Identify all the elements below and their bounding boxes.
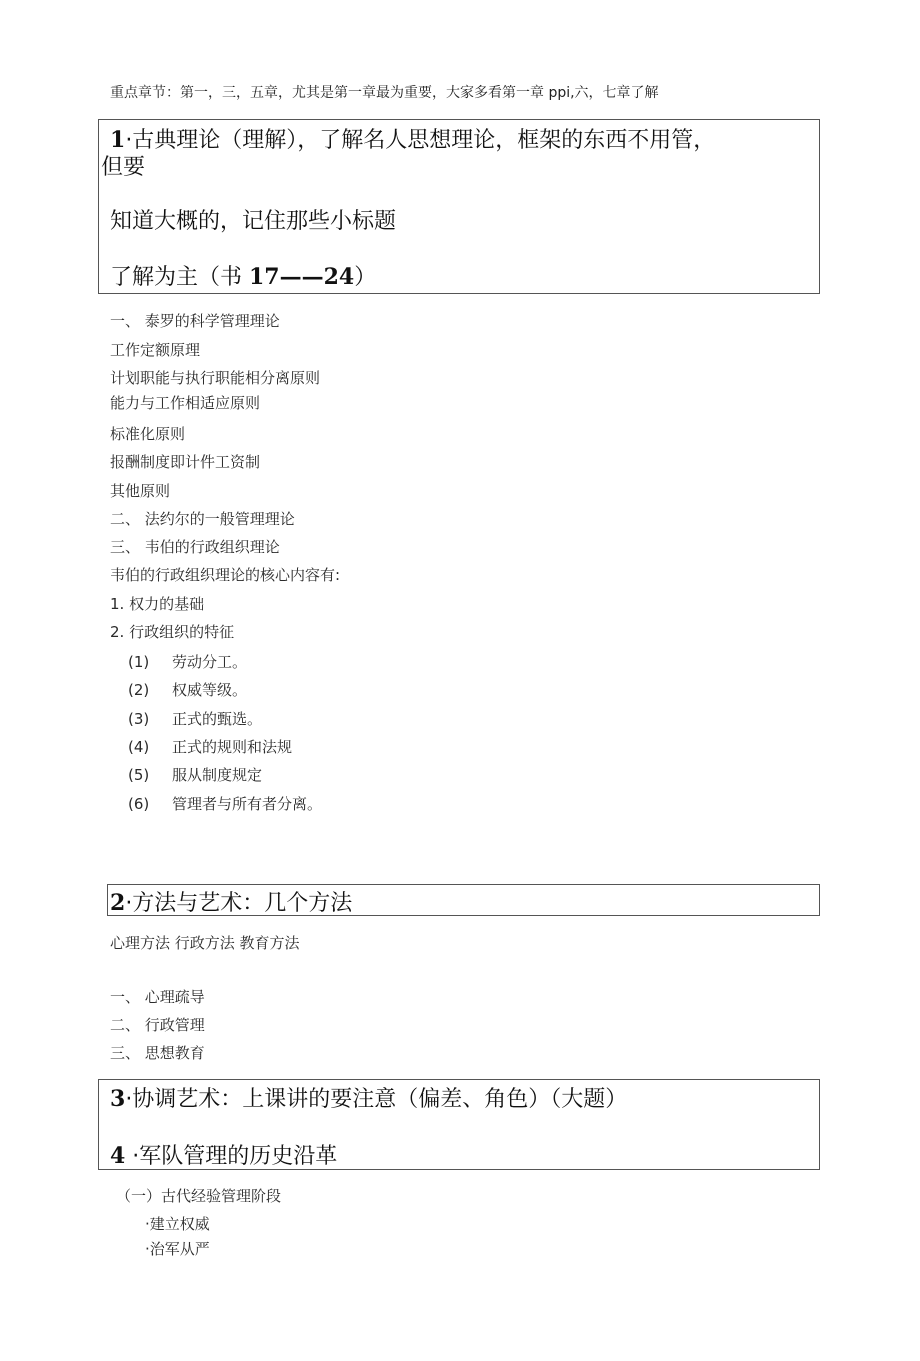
list-item: 计划职能与执行职能相分离原则 bbox=[110, 369, 321, 387]
list-item: 二、 法约尔的一般管理理论 bbox=[110, 510, 295, 528]
header-note: 重点章节：第一，三，五章，尤其是第一章最为重要，大家多看第一章 ppi,六，七章了解 bbox=[110, 85, 659, 101]
list-item: 报酬制度即计件工资制 bbox=[110, 453, 261, 471]
feature-number: (4) bbox=[128, 738, 150, 756]
section1-line2: 但要 bbox=[101, 155, 146, 180]
feature-text: 管理者与所有者分离。 bbox=[172, 795, 323, 813]
list-item: 工作定额原理 bbox=[110, 341, 201, 359]
list-item: 1. 权力的基础 bbox=[110, 595, 205, 613]
list-item: 三、 韦伯的行政组织理论 bbox=[110, 538, 280, 556]
feature-text: 服从制度规定 bbox=[172, 766, 263, 784]
section1-line4 bbox=[110, 263, 376, 292]
feature-text: 劳动分工。 bbox=[172, 653, 248, 671]
section4-heading bbox=[110, 1142, 337, 1171]
list-item: 二、 行政管理 bbox=[110, 1016, 205, 1034]
list-item: 三、 思想教育 bbox=[110, 1044, 205, 1062]
section1-pages: 17——24 bbox=[249, 264, 355, 290]
feature-text: 正式的规则和法规 bbox=[172, 738, 293, 756]
feature-number: (2) bbox=[128, 681, 150, 699]
list-item: 2. 行政组织的特征 bbox=[110, 623, 235, 641]
feature-number: (3) bbox=[128, 710, 150, 728]
section2-number: 2 bbox=[110, 890, 126, 916]
bullet-item: ·治军从严 bbox=[145, 1240, 210, 1258]
list-item: 一、 心理疏导 bbox=[110, 988, 205, 1006]
section1-line4-prefix: 了解为主（书 bbox=[110, 265, 249, 290]
section2-methods: 心理方法 行政方法 教育方法 bbox=[110, 934, 300, 952]
feature-text: 正式的甄选。 bbox=[172, 710, 263, 728]
list-item: 一、 泰罗的科学管理理论 bbox=[110, 312, 280, 330]
section3-number: 3 bbox=[110, 1086, 126, 1112]
list-item: 韦伯的行政组织理论的核心内容有: bbox=[110, 566, 341, 584]
section3-title: ·协调艺术：上课讲的要注意（偏差、角色）（大题） bbox=[125, 1087, 628, 1112]
feature-text: 权威等级。 bbox=[172, 681, 248, 699]
section1-heading-line1 bbox=[110, 126, 715, 155]
feature-number: (1) bbox=[128, 653, 150, 671]
section4-title: ·军队管理的历史沿革 bbox=[125, 1144, 338, 1169]
list-item: 标准化原则 bbox=[110, 425, 186, 443]
feature-number: (5) bbox=[128, 766, 150, 784]
section1-line3: 知道大概的，记住那些小标题 bbox=[110, 209, 397, 234]
bullet-item: ·建立权威 bbox=[145, 1215, 210, 1233]
section1-line4-suffix: ） bbox=[354, 265, 377, 290]
section1-title: ·古典理论（理解），了解名人思想理论，框架的东西不用管， bbox=[125, 128, 716, 153]
section4-number: 4 bbox=[110, 1143, 126, 1169]
list-item: 其他原则 bbox=[110, 482, 171, 500]
list-item: 能力与工作相适应原则 bbox=[110, 394, 261, 412]
section4-stage: （一）古代经验管理阶段 bbox=[116, 1187, 282, 1205]
section3-heading bbox=[110, 1085, 627, 1114]
section2-title: ·方法与艺术：几个方法 bbox=[125, 891, 353, 916]
feature-number: (6) bbox=[128, 795, 150, 813]
section2-heading bbox=[110, 889, 352, 918]
section1-number: 1 bbox=[110, 127, 126, 153]
